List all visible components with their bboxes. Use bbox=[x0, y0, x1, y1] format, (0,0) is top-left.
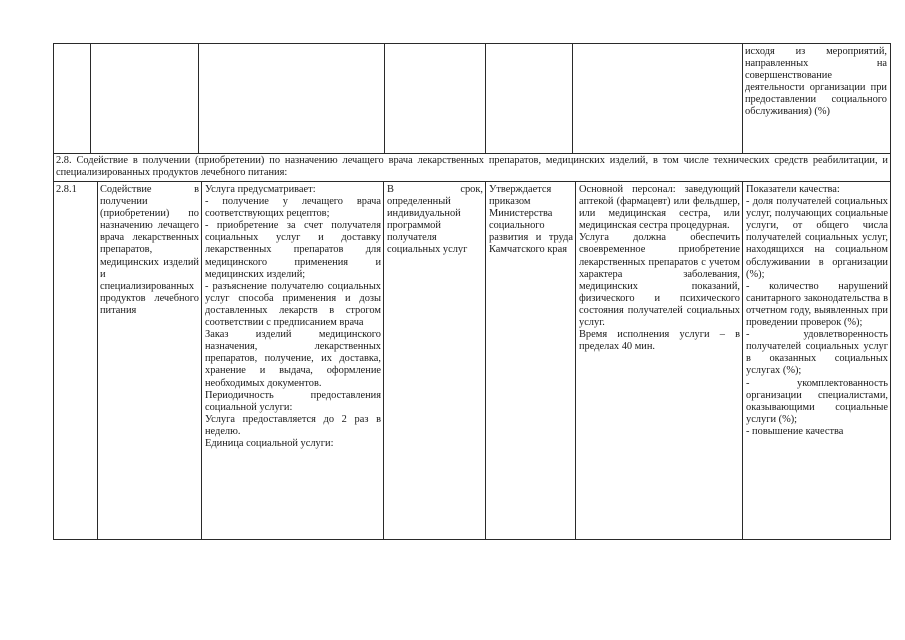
row-281-top-border bbox=[53, 181, 891, 182]
column-divider bbox=[572, 43, 573, 153]
service-tariff: Утверждается приказом Министерства социального развития и труда Камчатского края bbox=[489, 184, 573, 256]
indicators-line: - повышение качества bbox=[746, 425, 844, 437]
column-divider bbox=[485, 181, 486, 539]
indicators-line: Показатели качества: bbox=[746, 184, 840, 195]
description-line: Услуга предусматривает: bbox=[205, 184, 316, 195]
column-divider bbox=[97, 181, 98, 539]
section-header-cell bbox=[56, 155, 888, 181]
conditions-line: Основной персонал: заведующий аптекой (фармацевт) или фельдшер, или медицинская сестра, или медицинская сестра процедурная. bbox=[579, 184, 740, 232]
section-header-top-border bbox=[53, 153, 891, 154]
service-description-cell bbox=[205, 184, 381, 538]
term-cell bbox=[387, 184, 483, 538]
conditions-cell bbox=[579, 184, 740, 538]
column-divider bbox=[53, 43, 54, 540]
column-divider bbox=[384, 43, 385, 153]
column-divider bbox=[485, 43, 486, 153]
description-line: Единица социальной услуги: bbox=[205, 437, 334, 449]
description-line: Периодичность предоставления социальной услуги: bbox=[205, 389, 381, 413]
row-number: 2.8.1 bbox=[56, 184, 77, 195]
tariff-cell bbox=[489, 184, 573, 538]
indicators-line: - количество нарушений санитарного законодательства в отчетном году, выявленных при проведении проверок (%); bbox=[746, 280, 888, 329]
column-divider bbox=[575, 181, 576, 539]
indicators-line: - удовлетворенность получателей социальных услуг в оказанных социальных услугах (%); bbox=[746, 329, 888, 377]
conditions-line: Услуга должна обеспечить своевременное приобретение лекарственных препаратов с учетом характера заболевания, медицинских показаний, физического и психического состояния получателей социальных услуг. bbox=[579, 232, 740, 329]
row-number-cell bbox=[56, 184, 96, 538]
conditions-line: Время исполнения услуги – в пределах 40 мин. bbox=[579, 329, 740, 353]
column-divider bbox=[890, 43, 891, 540]
description-line: - приобретение за счет получателя социальных услуг и доставку лекарственных препаратов для медицинского применения и медицинских изделий; bbox=[205, 220, 381, 280]
description-line: Заказ изделий медицинского назначения, лекарственных препаратов, получение, их доставка, хранение и выдача, оформление необходимых документов. bbox=[205, 329, 381, 389]
description-line: - разъяснение получателю социальных услуг способа применения и дозы доставленных лекарств в строгом соответствии с предписанием врача bbox=[205, 280, 381, 329]
indicators-line: - укомплектованность организации специалистами, оказывающими социальные услуги (%); bbox=[746, 377, 888, 425]
description-line: - получение у лечащего врача соответствующих рецептов; bbox=[205, 196, 381, 220]
service-name: Содействие в получении (приобретении) по назначению лечащего врача лекарственных препаратов, медицинских изделий и специализированных продуктов лечебного питания bbox=[100, 184, 199, 316]
column-divider bbox=[90, 43, 91, 153]
service-term: В срок, определенный индивидуальной программой получателя социальных услуг bbox=[387, 184, 483, 256]
column-divider bbox=[742, 181, 743, 539]
table-top-border bbox=[53, 43, 891, 44]
service-name-cell bbox=[100, 184, 199, 538]
section-2-8-heading: 2.8. Содействие в получении (приобретении) по назначению лечащего врача лекарственных препаратов, медицинских изделий, в том числе технических средств реабилитации, и специализированных продуктов лечебного питания: bbox=[56, 155, 888, 179]
column-divider bbox=[198, 43, 199, 153]
indicators-line: - доля получателей социальных услуг, получающих социальные услуги, от общего числа получателей социальных услуг, находящихся на социальном обслуживании в организации (%); bbox=[746, 196, 888, 280]
column-divider bbox=[383, 181, 384, 539]
description-line: Услуга предоставляется до 2 раз в неделю. bbox=[205, 413, 381, 437]
column-divider bbox=[742, 43, 743, 153]
quality-criteria-cell bbox=[745, 46, 887, 152]
table-bottom-border bbox=[53, 539, 891, 540]
column-divider bbox=[201, 181, 202, 539]
services-table bbox=[53, 43, 891, 540]
indicators-cell bbox=[746, 184, 888, 538]
quality-criteria-text: исходя из мероприятий, направленных на совершенствование деятельности организации при предоставлении социального обслуживания) (%) bbox=[745, 46, 887, 118]
